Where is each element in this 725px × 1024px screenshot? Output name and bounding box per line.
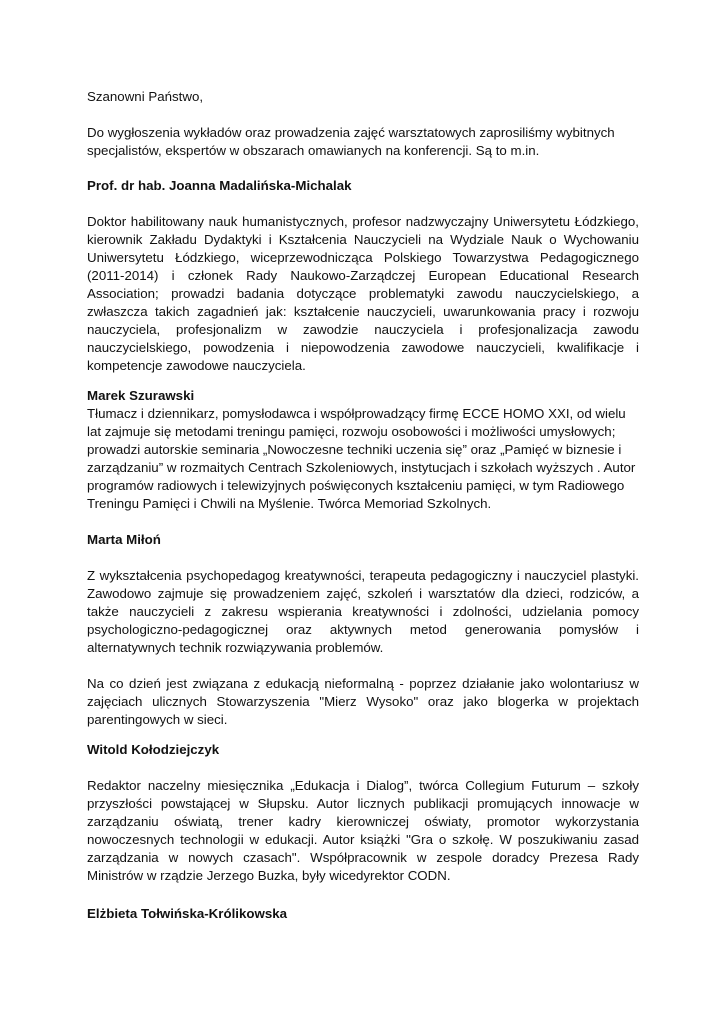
speaker-bio-continued: Na co dzień jest związana z edukacją nieformalną - poprzez działanie jako wolontariusz w zajęciach ulicznych Stowarzyszenia "Mierz Wysoko" oraz jako blogerka w projektach parentingowych w sieci. [87,676,639,727]
speaker-name: Marta Miłoń [87,532,161,547]
speaker-bio: Tłumacz i dziennikarz, pomysłodawca i współprowadzący firmę ECCE HOMO XXI, od wielu lat zajmuje się metodami treningu pamięci, rozwoju osobowości i możliwości umysłowych; prowadzi autorskie seminaria „Nowoczesne techniki uczenia się” oraz „Pamięć w biznesie i zarządzaniu” w rozmaitych Centrach Szkoleniowych, instytucjach i szkołach wyższych . Autor programów radiowych i telewizyjnych poświęconych kształceniu pamięci, w tym Radiowego Treningu Pamięci i Chwili na Myślenie. Twórca Memoriad Szkolnych. [87,406,636,511]
speaker-bio: Z wykształcenia psychopedagog kreatywności, terapeuta pedagogiczny i nauczyciel plastyki. Zawodowo zajmuje się prowadzeniem zajęć, szkoleń i warsztatów dla dzieci, rodziców, a także nauczycieli z zakresu wspierania kreatywności i zdolności, udzielania pomocy psychologiczno-pedagogicznej oraz aktywnych metod generowania pomysłów i alternatywnych technik rozwiązywania problemów. [87,568,639,655]
greeting: Szanowni Państwo, [87,89,204,104]
speaker-name: Elżbieta Tołwińska-Królikowska [87,906,287,921]
speaker-name: Prof. dr hab. Joanna Madalińska-Michalak [87,178,352,193]
speaker-name: Marek Szurawski [87,388,195,403]
intro-paragraph: Do wygłoszenia wykładów oraz prowadzenia zajęć warsztatowych zaprosiliśmy wybitnych specjalistów, ekspertów w obszarach omawianych na konferencji. Są to m.in. [87,125,615,158]
speaker-bio: Redaktor naczelny miesięcznika „Edukacja i Dialog”, twórca Collegium Futurum – szkoły przyszłości powstającej w Słupsku. Autor licznych publikacji promujących innowacje w zarządzaniu oświatą, trener kadry kierowniczej oświaty, promotor wykorzystania nowoczesnych technologii w edukacji. Autor książki "Gra o szkołę. W poszukiwaniu zasad zarządzania w nowych czasach". Współpracownik w zespole doradcy Prezesa Rady Ministrów w rządzie Jerzego Buzka, były wicedyrektor CODN. [87,778,639,883]
speaker-name: Witold Kołodziejczyk [87,742,220,757]
speaker-bio: Doktor habilitowany nauk humanistycznych, profesor nadzwyczajny Uniwersytetu Łódzkiego, kierownik Zakładu Dydaktyki i Kształcenia Nauczycieli na Wydziale Nauk o Wychowaniu Uniwersytetu Łódzkiego, wiceprzewodnicząca Polskiego Towarzystwa Pedagogicznego (2011-2014) i członek Rady Naukowo-Zarządczej European Educational Research Association; prowadzi badania dotyczące problematyki zawodu nauczycielskiego, a zwłaszcza takich zagadnień jak: kształcenie nauczycieli, uwarunkowania pracy i rozwoju nauczyciela, profesjonalizm w zawodzie nauczyciela i profesjonalizacja zawodu nauczycielskiego, powodzenia i niepowodzenia zawodowe nauczycieli, kwalifikacje i kompetencje zawodowe nauczyciela. [87,214,639,373]
